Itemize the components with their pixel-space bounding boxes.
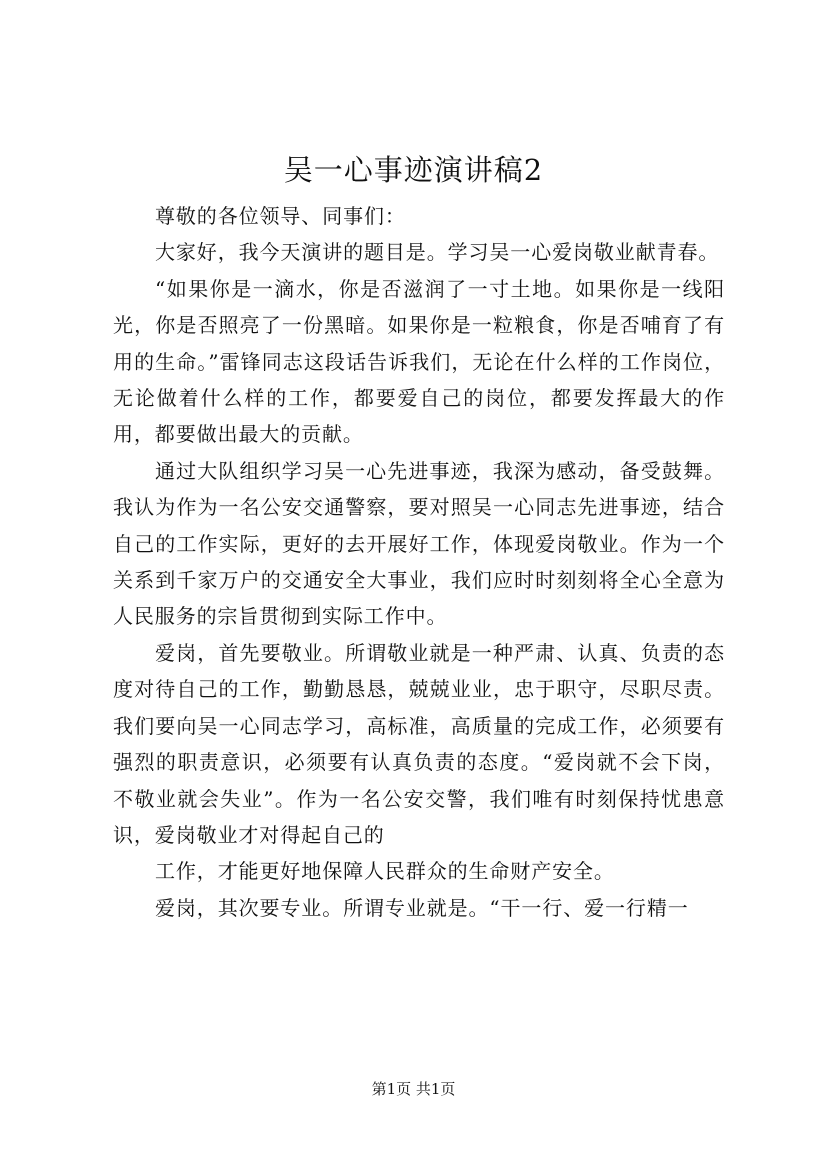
page-footer: 第1页 共1页 [371, 1080, 456, 1098]
paragraph-salutation: 尊敬的各位领导、同事们： [155, 204, 406, 228]
paragraph-study-example: 通过大队组织学习吴一心先进事迹，我深为感动，备受鼓舞。我认为作为一名公安交通警察，要对照吴一心同志先进事迹，结合自己的工作实际，更好的去开展好工作，体现爱岗敬业。作为一个关系到千家万户的交通安全大事业，我们应时时刻刻将全心全意为人民服务的宗旨贯彻到实际工作中。 [113, 458, 725, 629]
paragraph-dedication: 爱岗，首先要敬业。所谓敬业就是一种严肃、认真、负责的态度对待自己的工作，勤勤恳恳，兢兢业业，忠于职守，尽职尽责。我们要向吴一心同志学习，高标准，高质量的完成工作，必须要有强烈的职责意识，必须要有认真负责的态度。“爱岗就不会下岗，不敬业就会失业”。作为一名公安交警，我们唯有时刻保持忧患意识，爱岗敬业才对得起自己的 [113, 640, 725, 847]
document-title: 吴一心事迹演讲稿2 [283, 153, 544, 187]
document-body [113, 198, 725, 926]
paragraph-dedication-continued: 工作，才能更好地保障人民群众的生命财产安全。 [155, 859, 615, 884]
paragraph-professionalism: 爱岗，其次要专业。所谓专业就是。“干一行、爱一行精一 [155, 895, 689, 920]
paragraph-lei-feng-quote: “如果你是一滴水，你是否滋润了一寸土地。如果你是一线阳光，你是否照亮了一份黑暗。如果你是一粒粮食，你是否哺育了有用的生命。”雷锋同志这段话告诉我们，无论在什么样的工作岗位，无论做着什么样的工作，都要爱自己的岗位，都要发挥最大的作用，都要做出最大的贡献。 [113, 276, 725, 447]
paragraph-greeting: 大家好，我今天演讲的题目是。学习吴一心爱岗敬业献青春。 [155, 240, 720, 265]
